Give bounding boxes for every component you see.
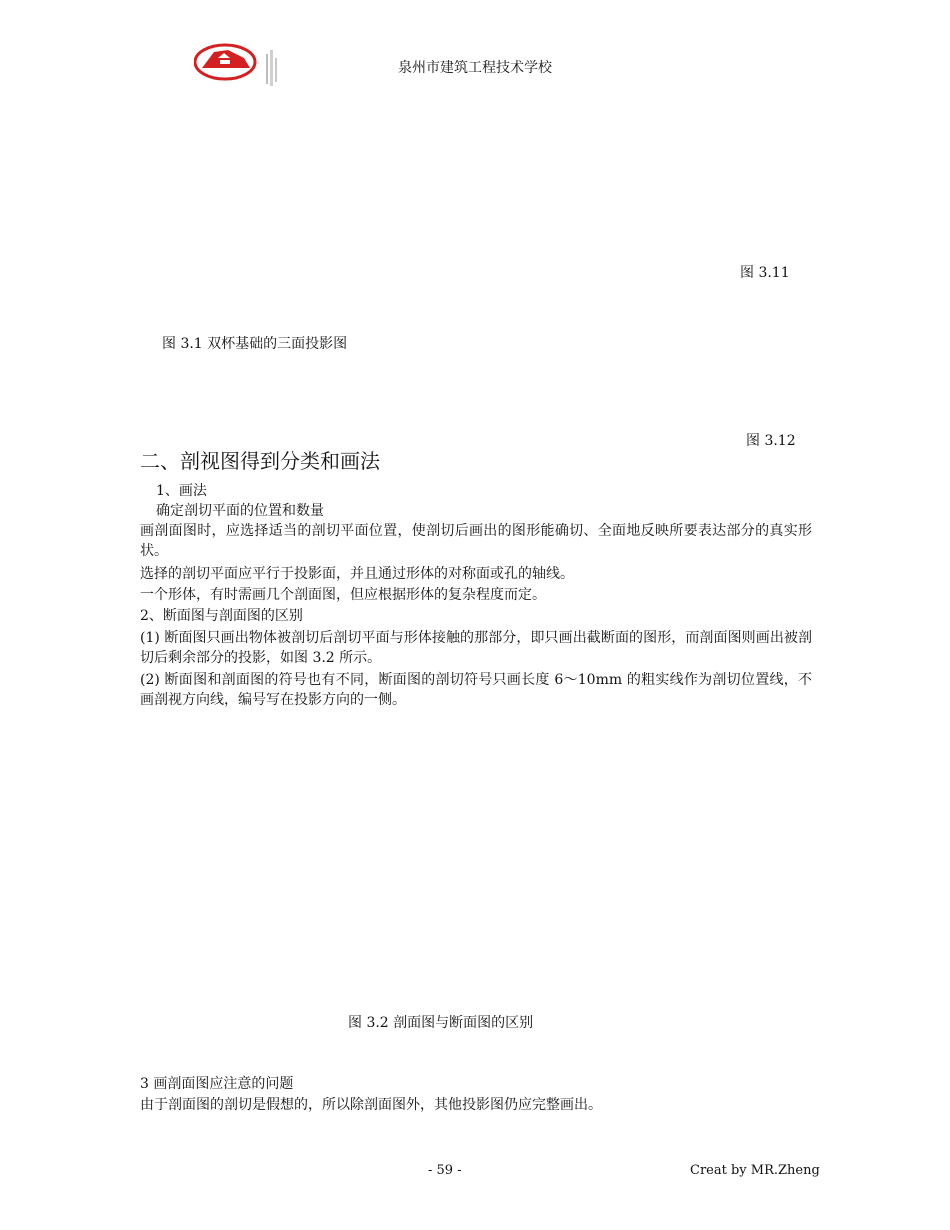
subsection-2-title: 2、断面图与剖面图的区别 — [140, 608, 303, 624]
paragraph-section-plane: 画剖面图时，应选择适当的剖切平面位置，使剖切后画出的图形能确切、全面地反映所要表达部分的真实形状。 — [140, 523, 812, 559]
subsection-1-line: 确定剖切平面的位置和数量 — [156, 503, 324, 519]
subsection-1-title: 1、画法 — [156, 483, 207, 499]
page-number: - 59 - — [428, 1163, 462, 1178]
section-2-title: 二、剖视图得到分类和画法 — [140, 449, 380, 473]
paragraph-several-sections: 一个形体，有时需画几个剖面图，但应根据形体的复杂程度而定。 — [140, 587, 546, 603]
caption-fig-3-12: 图 3.12 — [746, 433, 796, 449]
header-school-name: 泉州市建筑工程技术学校 — [398, 60, 552, 76]
section-3-paragraph: 由于剖面图的剖切是假想的，所以除剖面图外，其他投影图仍应完整画出。 — [140, 1097, 602, 1113]
school-logo-icon — [194, 40, 284, 90]
section-3-title: 3 画剖面图应注意的问题 — [140, 1076, 294, 1092]
caption-fig-3-11: 图 3.11 — [740, 265, 790, 281]
caption-fig-3-2: 图 3.2 剖面图与断面图的区别 — [348, 1015, 534, 1031]
footer-credit: Creat by MR.Zheng — [690, 1163, 820, 1178]
paragraph-plane-parallel: 选择的剖切平面应平行于投影面，并且通过形体的对称面或孔的轴线。 — [140, 566, 574, 582]
paragraph-difference-2: (2) 断面图和剖面图的符号也有不同，断面图的剖切符号只画长度 6～10mm 的粗实线作为剖切位置线，不画剖视方向线，编号写在投影方向的一侧。 — [140, 672, 812, 708]
caption-fig-3-1: 图 3.1 双杯基础的三面投影图 — [162, 336, 348, 352]
paragraph-difference-1: (1) 断面图只画出物体被剖切后剖切平面与形体接触的那部分，即只画出截断面的图形，而剖面图则画出被剖切后剩余部分的投影，如图 3.2 所示。 — [140, 630, 812, 666]
